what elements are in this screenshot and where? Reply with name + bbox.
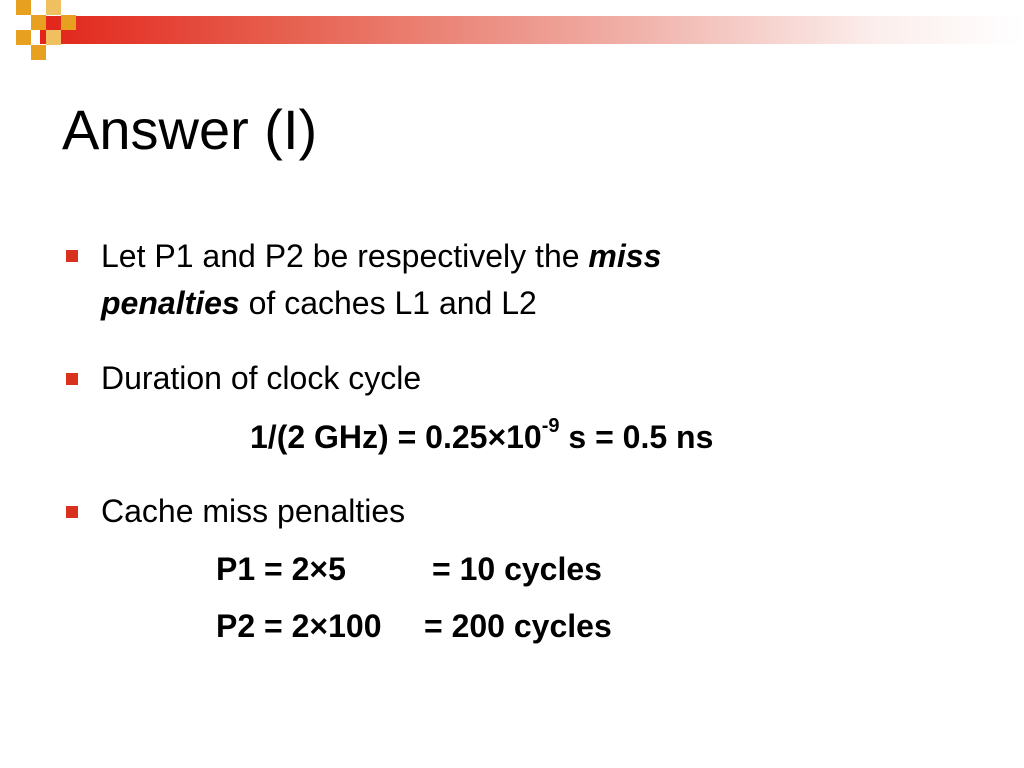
decorative-square	[16, 0, 31, 15]
formula-tail: s = 0.5 ns	[559, 419, 714, 455]
decorative-square	[31, 15, 46, 30]
decorative-square	[31, 45, 46, 60]
bullet-1-emphasis: miss	[588, 238, 662, 274]
decorative-square	[46, 30, 61, 45]
p1-equation-lhs: P1 = 2×5	[216, 551, 346, 587]
p2-equation-rhs: = 200 cycles	[424, 608, 612, 644]
bullet-marker	[66, 506, 78, 518]
bullet-2-text: Duration of clock cycle	[101, 360, 422, 396]
decorative-square	[46, 0, 61, 15]
bullet-3-text: Cache miss penalties	[101, 493, 406, 529]
slide-title: Answer (I)	[62, 98, 318, 161]
formula-main: 1/(2 GHz) = 0.25×10	[250, 419, 542, 455]
decorative-square	[61, 15, 76, 30]
formula-exponent: -9	[541, 415, 560, 438]
p2-equation-lhs: P2 = 2×100	[216, 608, 382, 644]
decorative-square	[16, 30, 31, 45]
bullet-marker	[66, 250, 78, 262]
bullet-1-text-2: of caches L1 and L2	[239, 285, 537, 321]
bullet-marker	[66, 373, 78, 385]
bullet-1-line-2	[101, 283, 537, 323]
bullet-1-text: Let P1 and P2 be respectively the	[101, 238, 589, 274]
header-gradient-bar	[40, 16, 1024, 44]
bullet-1-emphasis-2: penalties	[101, 285, 240, 321]
bullet-1-line-1	[101, 236, 661, 276]
p1-equation-rhs: = 10 cycles	[432, 551, 602, 587]
clock-cycle-formula	[250, 417, 713, 457]
